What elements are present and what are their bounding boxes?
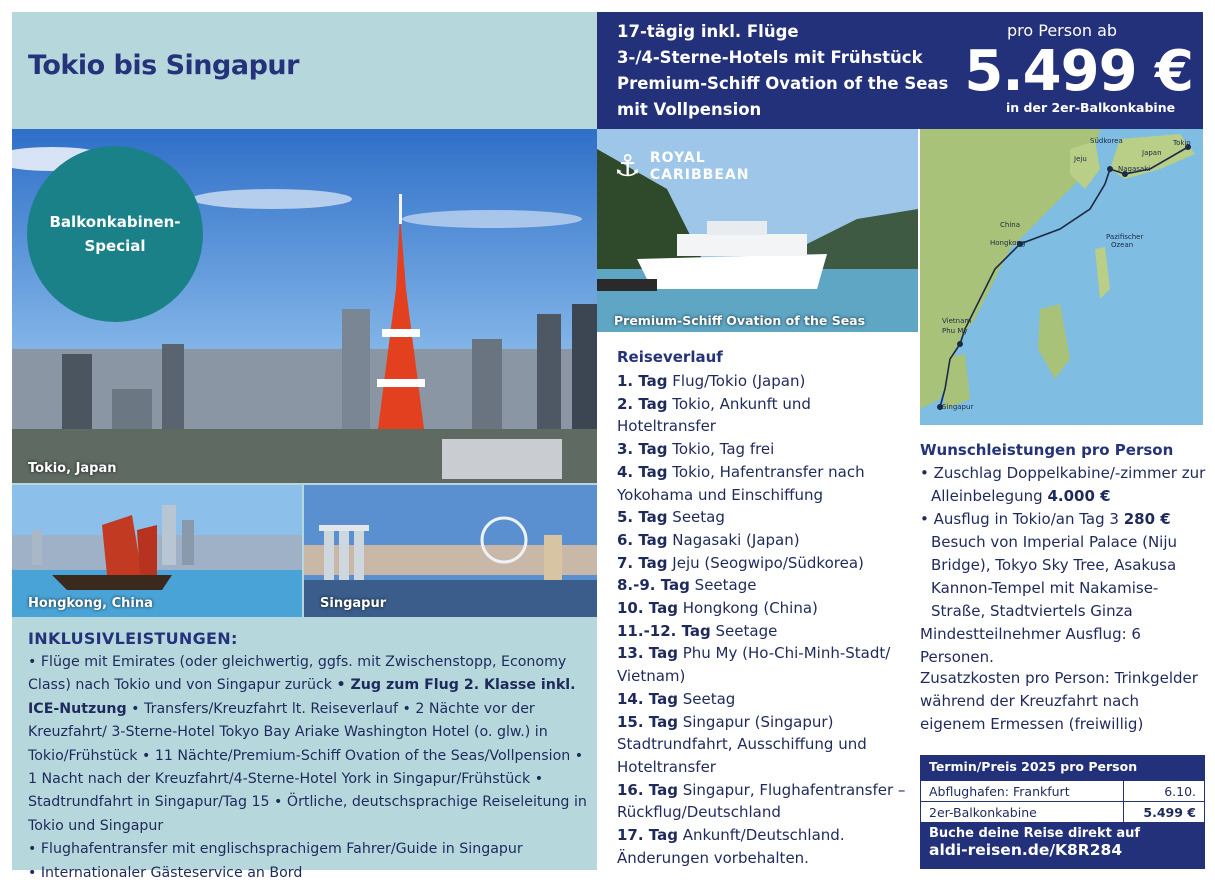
map-label-tokio: Tokio xyxy=(1173,139,1191,147)
map-label-pazifik-1: Pazifischer xyxy=(1106,233,1144,241)
map-label-japan: Japan xyxy=(1142,149,1162,157)
price-table xyxy=(920,755,1205,869)
wunsch-item-1: • Zuschlag Doppelkabine/-zimmer zur xyxy=(920,464,1206,482)
map-label-nagasaki: Nagasaki xyxy=(1118,165,1151,173)
list-item: 10. Tag Hongkong (China) xyxy=(617,599,818,618)
royal-caribbean-wordmark: ROYAL CARIBBEAN xyxy=(649,150,750,183)
page-title: Tokio bis Singapur xyxy=(28,50,299,81)
wunsch-item-2-desc: Besuch von Imperial Palace (Niju Bridge), Tokyo Sky Tree, Asakusa Kannon-Tempel mit Nakamise-Straße, Stadtviertels Ginza xyxy=(931,533,1178,620)
map-label-phumy: Phu My xyxy=(942,327,968,335)
tokyo-caption: Tokio, Japan xyxy=(28,461,117,476)
table-row: Abflughafen: Frankfurt 6.10. xyxy=(921,780,1204,801)
booking-footer[interactable]: Buche deine Reise direkt auf aldi-reisen.de/K8R284 xyxy=(921,822,1204,868)
price-table-head: Termin/Preis 2025 pro Person xyxy=(921,756,1204,780)
list-item: 3. Tag Tokio, Tag frei xyxy=(617,440,775,459)
list-item: 13. Tag Phu My (Ho-Chi-Minh-Stadt/ Vietnam) xyxy=(617,644,891,686)
singapore-caption: Singapur xyxy=(320,596,387,611)
hongkong-caption: Hongkong, China xyxy=(28,596,153,611)
inklusiv-p1-bold: • Zug zum Flug 2. Klasse inkl. ICE-Nutzung xyxy=(28,677,576,717)
wunsch-item-2: • Ausflug in Tokio/an Tag 3 280 € xyxy=(920,510,1171,528)
inklusiv-p1: • Flüge mit Emirates (oder gleichwertig, ggfs. mit Zwischenstopp, Economy Class) nach Tokio und von Singapur zurück xyxy=(28,654,567,694)
reiseverlauf-list xyxy=(617,370,907,869)
wunsch-min: Mindestteilnehmer Ausflug: 6 Personen. xyxy=(920,625,1141,666)
list-item: 15. Tag Singapur (Singapur) Stadtrundfahrt, Ausschiffung und Hoteltransfer xyxy=(617,712,867,776)
inklusiv-title: INKLUSIVLEISTUNGEN: xyxy=(28,629,238,648)
offer-header xyxy=(597,12,1203,129)
header-line-4: mit Vollpension xyxy=(617,100,762,119)
list-item: 17. Tag Ankunft/Deutschland. xyxy=(617,826,845,845)
map-label-vietnam: Vietnam xyxy=(942,317,972,325)
list-item: 4. Tag Tokio, Hafentransfer nach Yokohama und Einschiffung xyxy=(617,462,865,504)
inklusiv-p3: • Flughafentransfer mit englischsprachigem Fahrer/Guide in Singapur xyxy=(28,841,523,858)
wunsch-item-1-cont: Alleinbelegung 4.000 € xyxy=(931,487,1111,505)
reiseverlauf-note: Änderungen vorbehalten. xyxy=(617,848,809,867)
list-item: 8.-9. Tag Seetage xyxy=(617,576,757,595)
inklusiv-text xyxy=(28,651,593,885)
list-item: 2. Tag Tokio, Ankunft und Hoteltransfer xyxy=(617,394,811,436)
header-line-2: 3-/4-Sterne-Hotels mit Frühstück xyxy=(617,48,923,67)
map-label-hongkong: Hongkong xyxy=(990,239,1026,247)
inklusiv-p2: • Transfers/Kreuzfahrt lt. Reiseverlauf • 2 Nächte vor der Kreuzfahrt/ 3-Sterne-Hotel Tokyo Bay Ariake Washington Hotel (o. glw.) in Tokio/Frühstück • 11 Nächte/Premium-Schiff Ovation of the Seas/Vollpension • 1 Nacht nach der Kreuzfahrt/4-Sterne-Hotel York in Singapur/Frühstück • Stadtrundfahrt in Singapur/Tag 15 • Örtliche, deutschsprachige Reiseleitung in Tokio und Singapur xyxy=(28,700,587,834)
list-item: 11.-12. Tag Seetage xyxy=(617,621,778,640)
map-label-china: China xyxy=(1000,221,1020,229)
booking-link: aldi-reisen.de/K8R284 xyxy=(929,841,1123,859)
list-item: 14. Tag Seetag xyxy=(617,689,736,708)
wunsch-title: Wunschleistungen pro Person xyxy=(920,441,1174,459)
map-label-suedkorea: Südkorea xyxy=(1090,137,1123,145)
list-item: 1. Tag Flug/Tokio (Japan) xyxy=(617,372,806,390)
price-label: pro Person ab xyxy=(1007,21,1118,40)
map-label-pazifik-2: Ozean xyxy=(1111,241,1134,249)
zusatzkosten: Zusatzkosten pro Person: Trinkgelder während der Kreuzfahrt nach eigenem Ermessen (freiwillig) xyxy=(920,669,1198,733)
ship-caption: Premium-Schiff Ovation of the Seas xyxy=(614,313,866,328)
list-item: 6. Tag Nagasaki (Japan) xyxy=(617,530,800,549)
map-label-singapur: Singapur xyxy=(942,403,974,411)
wunsch-list xyxy=(920,462,1210,669)
list-item: 7. Tag Jeju (Seogwipo/Südkorea) xyxy=(617,553,864,572)
royal-caribbean-logo xyxy=(614,150,758,184)
inklusiv-p4: • Internationaler Gästeservice an Bord xyxy=(28,864,303,881)
list-item: 16. Tag Singapur, Flughafentransfer – Rückflug/Deutschland xyxy=(617,780,906,822)
map-label-jeju: Jeju xyxy=(1074,155,1087,163)
price-value: 5.499 € xyxy=(964,39,1193,104)
reiseverlauf-title: Reiseverlauf xyxy=(617,348,723,366)
table-row: 2er-Balkonkabine 5.499 € xyxy=(921,801,1204,822)
route-map xyxy=(920,129,1203,425)
list-item: 5. Tag Seetag xyxy=(617,508,725,527)
price-subtitle: in der 2er-Balkonkabine xyxy=(1006,100,1176,115)
wunsch-item-2-price: 280 € xyxy=(1123,510,1171,528)
anchor-crown-icon: ⚓ xyxy=(614,149,642,184)
balkonkabinen-special-badge: Balkonkabinen- Special xyxy=(27,146,203,322)
wunsch-item-1-price: 4.000 € xyxy=(1047,487,1111,505)
header-line-1: 17-tägig inkl. Flüge xyxy=(617,22,799,41)
header-line-3: Premium-Schiff Ovation of the Seas xyxy=(617,74,949,93)
